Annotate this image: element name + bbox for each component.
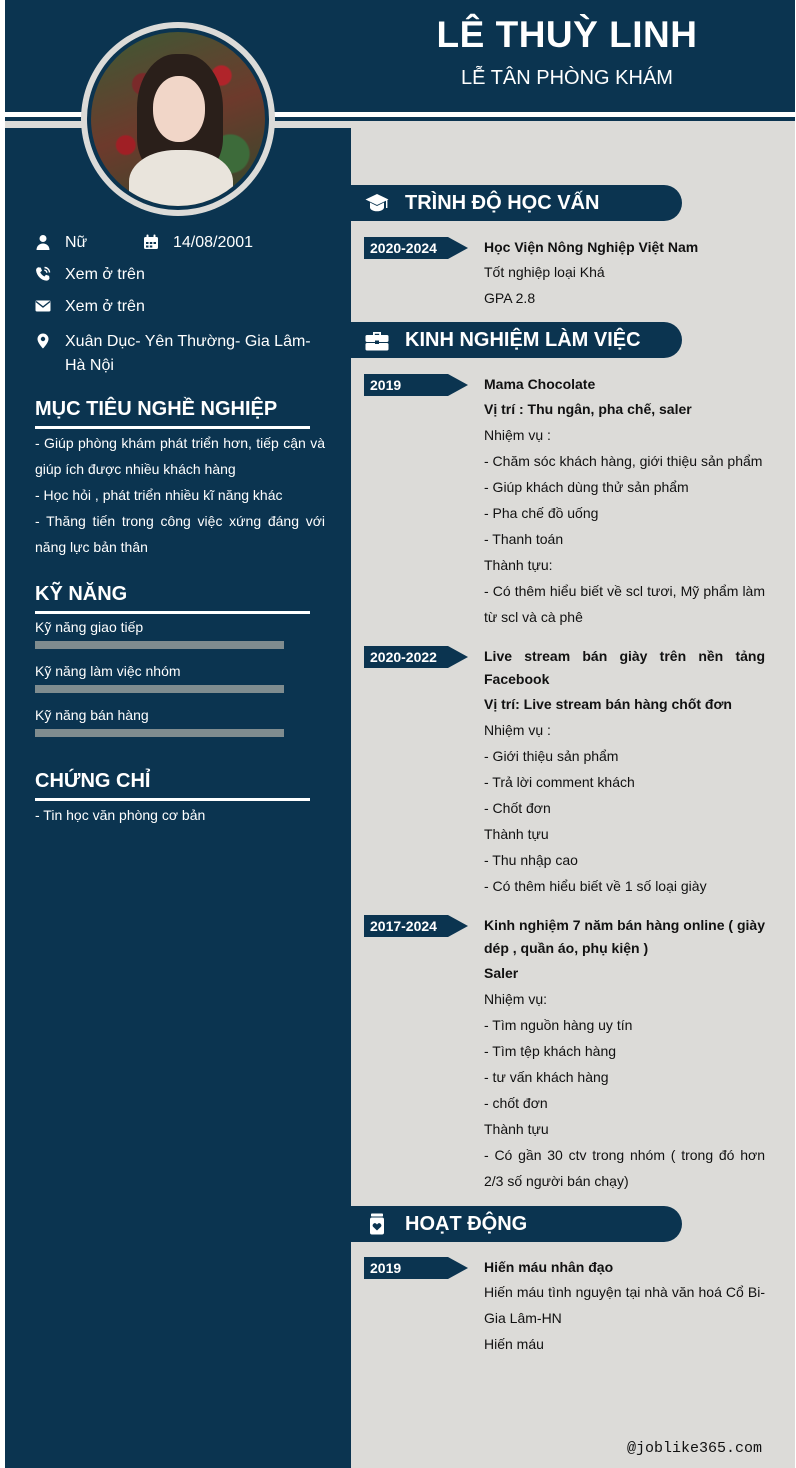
- date-tag-tip: [448, 1257, 468, 1279]
- skills-title: KỸ NĂNG: [35, 583, 128, 605]
- address-value: Xuân Dục- Yên Thường- Gia Lâm- Hà Nội: [65, 333, 311, 374]
- job-line: - Tìm nguồn hàng uy tín: [484, 1017, 633, 1033]
- candidate-name: LÊ THUỲ LINH: [436, 14, 698, 55]
- education-date-tag: [364, 237, 468, 259]
- skill-bar: [35, 685, 284, 693]
- job-line: - chốt đơn: [484, 1095, 548, 1111]
- skill-fill: [35, 729, 284, 737]
- gender-row: [35, 234, 87, 252]
- education-line: Tốt nghiệp loại Khá: [484, 264, 605, 280]
- watermark: @joblike365.com: [627, 1440, 763, 1457]
- date-tag-tip: [448, 237, 468, 259]
- heart-jar-icon: [365, 1213, 389, 1235]
- education-line: GPA 2.8: [484, 290, 536, 306]
- birthday-row: [143, 234, 253, 252]
- avatar-body: [129, 150, 233, 206]
- certificates-title: CHỨNG CHỈ: [35, 770, 151, 792]
- briefcase-icon: [365, 329, 389, 351]
- job-line: - Pha chế đồ uống: [484, 505, 599, 521]
- skill-label: Kỹ năng làm việc nhóm: [35, 663, 181, 679]
- birthday-value: 14/08/2001: [173, 234, 254, 251]
- phone-row: [35, 266, 145, 284]
- date-tag-tip: [448, 915, 468, 937]
- job-line: - Thanh toán: [484, 531, 564, 547]
- company-name: Kinh nghiệm 7 năm bán hàng online ( giày dép , quần áo, phụ kiện ): [484, 917, 765, 956]
- job-line: Thành tựu:: [484, 557, 553, 573]
- job-line: Nhiệm vụ :: [484, 722, 551, 738]
- company-name: Mama Chocolate: [484, 376, 596, 392]
- user-icon: [35, 234, 51, 250]
- date-tag-tip: [448, 374, 468, 396]
- job-line: - Tìm tệp khách hàng: [484, 1043, 617, 1059]
- job-line: - Trả lời comment khách: [484, 774, 635, 790]
- job-line: Thành tựu: [484, 826, 549, 842]
- skill-fill: [35, 685, 284, 693]
- skill-bar: [35, 729, 284, 737]
- phone-value: Xem ở trên: [65, 266, 145, 283]
- objective-underline: [35, 426, 310, 429]
- education-title: TRÌNH ĐỘ HỌC VẤN: [405, 192, 600, 214]
- objective-line: - Học hỏi , phát triển nhiều kĩ năng khác: [35, 487, 283, 503]
- activity-line: Hiến máu tình nguyện tại nhà văn hoá Cổ Bi- Gia Lâm-HN: [484, 1284, 765, 1326]
- activity-line: Hiến máu: [484, 1336, 544, 1352]
- job-line: - tư vấn khách hàng: [484, 1069, 609, 1085]
- job-line: - Chốt đơn: [484, 800, 551, 816]
- job-line: - Chăm sóc khách hàng, giới thiệu sản phẩm: [484, 453, 763, 469]
- skill-label: Kỹ năng bán hàng: [35, 707, 149, 723]
- job-line: Thành tựu: [484, 1121, 549, 1137]
- job-role: Vị trí : Thu ngân, pha chế, saler: [484, 401, 692, 417]
- job-title: LỄ TÂN PHÒNG KHÁM: [461, 67, 673, 89]
- company-name: Live stream bán giày trên nền tảng Facebook: [484, 648, 765, 687]
- objective-text: [35, 430, 325, 560]
- date-label: 2020-2022: [364, 646, 448, 668]
- activities-section-header: [351, 1206, 682, 1242]
- skill-fill: [35, 641, 284, 649]
- date-label: 2017-2024: [364, 915, 448, 937]
- job-date-tag: [364, 915, 468, 937]
- graduation-cap-icon: [365, 192, 389, 214]
- job-role: Saler: [484, 965, 519, 981]
- skills-underline: [35, 611, 310, 614]
- skill-bar: [35, 641, 284, 649]
- objective-line: - Thăng tiến trong công việc xứng đáng với năng lực bản thân: [35, 513, 325, 555]
- job-date-tag: [364, 374, 468, 396]
- job-role: Vị trí: Live stream bán hàng chốt đơn: [484, 696, 732, 712]
- education-section-header: [351, 185, 682, 221]
- date-tag-tip: [448, 646, 468, 668]
- job-line: - Có thêm hiểu biết về scl tươi, Mỹ phẩm làm từ scl và cà phê: [484, 583, 765, 625]
- job-date-tag: [364, 646, 468, 668]
- date-label: 2019: [364, 1257, 448, 1279]
- map-pin-icon: [35, 333, 51, 349]
- date-label: 2020-2024: [364, 237, 448, 259]
- objective-title: MỤC TIÊU NGHỀ NGHIỆP: [35, 398, 278, 420]
- email-value: Xem ở trên: [65, 298, 145, 315]
- certificates-underline: [35, 798, 310, 801]
- objective-line: - Giúp phòng khám phát triển hơn, tiếp cận và giúp ích được nhiều khách hàng: [35, 435, 325, 477]
- certificate-item: - Tin học văn phòng cơ bản: [35, 807, 206, 823]
- activity-name: Hiến máu nhân đạo: [484, 1259, 614, 1275]
- job-line: - Giới thiệu sản phẩm: [484, 748, 619, 764]
- gender-value: Nữ: [65, 234, 88, 251]
- job-entry: [484, 914, 765, 1194]
- phone-icon: [35, 266, 51, 282]
- job-entry: [484, 645, 765, 899]
- education-entry: [484, 236, 765, 311]
- address-row: [35, 330, 330, 378]
- school-name: Học Viện Nông Nghiệp Việt Nam: [484, 239, 699, 255]
- calendar-icon: [143, 234, 159, 250]
- job-line: Nhiệm vụ :: [484, 427, 551, 443]
- envelope-icon: [35, 298, 51, 314]
- experience-section-header: [351, 322, 682, 358]
- avatar: [91, 32, 265, 206]
- date-label: 2019: [364, 374, 448, 396]
- email-row: [35, 298, 145, 316]
- avatar-face: [153, 76, 205, 142]
- job-line: Nhiệm vụ:: [484, 991, 548, 1007]
- job-line: - Có gần 30 ctv trong nhóm ( trong đó hơn 2/3 số người bán chạy): [484, 1147, 765, 1189]
- activities-title: HOẠT ĐỘNG: [405, 1213, 528, 1235]
- activity-entry: [484, 1256, 765, 1357]
- job-entry: [484, 373, 765, 630]
- job-line: - Giúp khách dùng thử sản phẩm: [484, 479, 689, 495]
- experience-title: KINH NGHIỆM LÀM VIỆC: [405, 329, 641, 351]
- job-line: - Có thêm hiểu biết về 1 số loại giày: [484, 878, 707, 894]
- activity-date-tag: [364, 1257, 468, 1279]
- job-line: - Thu nhập cao: [484, 852, 578, 868]
- cv-page: [5, 0, 795, 1468]
- skill-label: Kỹ năng giao tiếp: [35, 619, 144, 635]
